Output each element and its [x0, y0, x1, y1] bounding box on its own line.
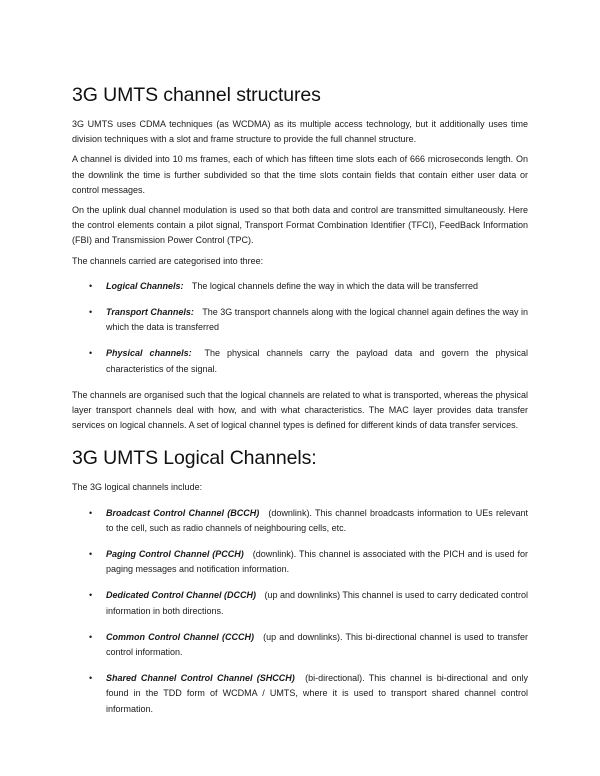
list-item-term: Transport Channels: [106, 307, 194, 318]
paragraph: A channel is divided into 10 ms frames, each of which has fifteen time slots each of 666 microseconds length. On the downlink the time is further subdivided so that the time slots contain fields that contain either user data or control messages. [72, 154, 528, 195]
list-item [72, 547, 528, 577]
bullet-icon: • [89, 280, 93, 291]
list-item [72, 305, 528, 335]
bullet-icon: • [89, 631, 93, 642]
list-item-term: Shared Channel Control Channel (SHCCH) [106, 673, 295, 684]
list-item-term: Logical Channels: [106, 280, 184, 291]
list-item [72, 588, 528, 618]
list-item-term: Broadcast Control Channel (BCCH) [106, 507, 260, 518]
list-item-term: Common Control Channel (CCCH) [106, 631, 254, 642]
section-title-channel-structures: 3G UMTS channel structures [72, 84, 321, 106]
bullet-icon: • [89, 549, 93, 560]
list-item [72, 346, 528, 376]
list-item-text: (bi-directional). This channel is bi-directional and only found in the TDD form of WCDMA / UMTS, where it is used to transport shared channel control information. [106, 673, 528, 714]
list-item-term: Paging Control Channel (PCCH) [106, 549, 244, 560]
section-title-logical-channels: 3G UMTS Logical Channels: [72, 447, 317, 470]
list-item [72, 279, 528, 294]
list-item-term: Dedicated Control Channel (DCCH) [106, 590, 257, 601]
list-item [72, 671, 528, 717]
paragraph: The channels carried are categorised into three: [72, 255, 264, 266]
paragraph: On the uplink dual channel modulation is used so that both data and control are transmitted simultaneously. Here the control elements contain a pilot signal, Transport Format Combination Identifier (TFCI), FeedBack Information (FBI) and Transmission Power Control (TPC). [72, 205, 528, 246]
list-item [72, 506, 528, 536]
bullet-icon: • [89, 307, 93, 318]
paragraph: The 3G logical channels include: [72, 482, 203, 493]
paragraph: The channels are organised such that the logical channels are related to what is transported, whereas the physical layer transport channels deal with how, and with what characteristics. The MAC layer provides data transfer services on logical channels. A set of logical channel types is defined for different kinds of data transfer services. [72, 389, 528, 431]
bullet-icon: • [89, 673, 93, 684]
logical-channels-list [72, 506, 528, 717]
bullet-icon: • [89, 590, 93, 601]
list-item [72, 630, 528, 660]
list-item-text: (up and downlinks) This channel is used to carry dedicated control information in both directions. [106, 590, 529, 616]
bullet-icon: • [89, 348, 93, 359]
paragraph: 3G UMTS uses CDMA techniques (as WCDMA) as its multiple access technology, but it additionally uses time division techniques with a slot and frame structure to provide the full channel structure. [72, 119, 528, 145]
list-item-text: (downlink). This channel broadcasts information to UEs relevant to the cell, such as radio channels of neighbouring cells, etc. [106, 507, 528, 533]
list-item-term: Physical channels: [106, 348, 192, 359]
bullet-icon: • [89, 507, 93, 518]
list-item-text: (up and downlinks). This bi-directional channel is used to transfer control information. [106, 631, 528, 658]
list-item-text: (downlink). This channel is associated with the PICH and is used for paging messages and notification information. [106, 549, 528, 575]
list-item-text: The physical channels carry the payload data and govern the physical characteristics of the signal. [106, 348, 528, 374]
list-item-text: The logical channels define the way in which the data will be transferred [191, 280, 479, 291]
channel-categories-list [72, 279, 528, 377]
list-item-text: The 3G transport channels along with the logical channel again defines the way in which the data is transferred [106, 307, 528, 333]
